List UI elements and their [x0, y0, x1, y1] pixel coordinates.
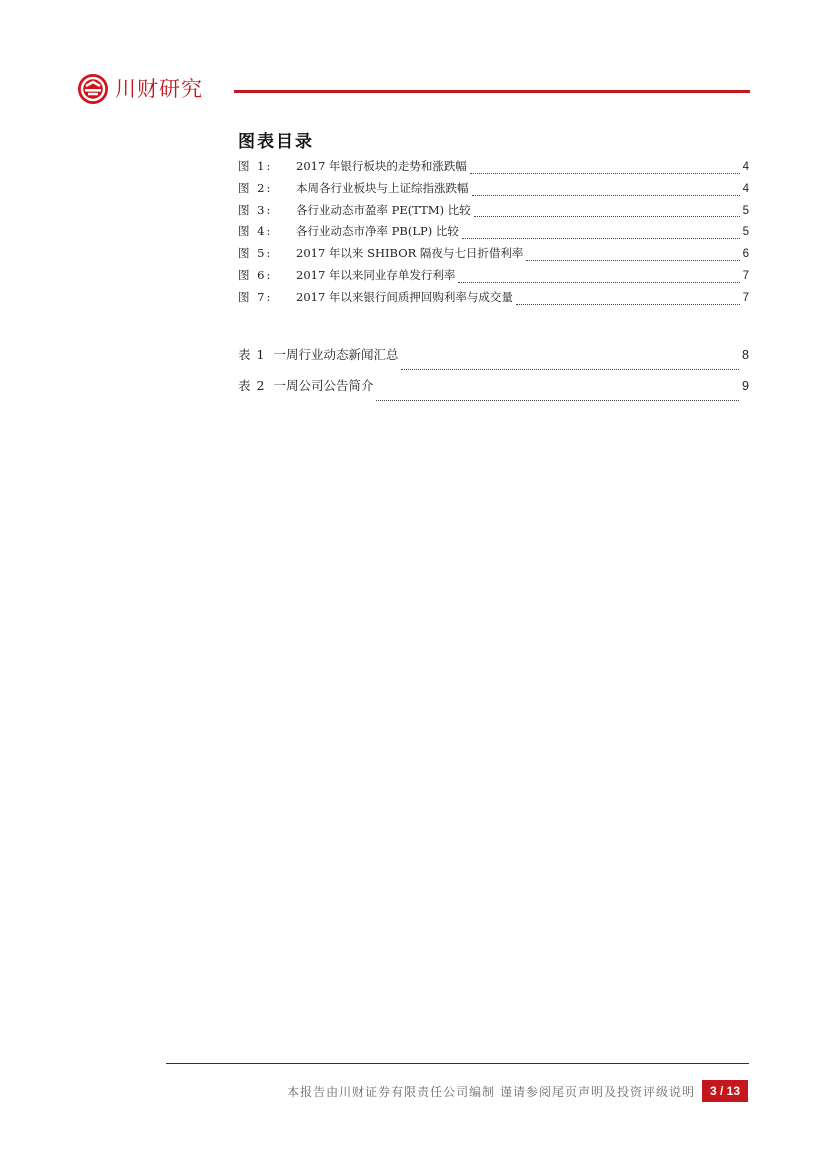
- figure-title: 本周各行业板块与上证综指涨跌幅: [296, 180, 469, 195]
- figure-label: 图 1:: [238, 159, 273, 173]
- table-title: 一周公司公告简介: [273, 378, 374, 393]
- logo-icon: [78, 74, 108, 104]
- figure-title: 2017 年以来同业存单发行利率: [296, 267, 456, 282]
- table-list: [238, 345, 749, 407]
- toc-entry-table[interactable]: [238, 376, 749, 407]
- toc-entry-figure[interactable]: [238, 202, 749, 224]
- toc-entry-figure[interactable]: [238, 245, 749, 267]
- toc-entry-figure[interactable]: [238, 223, 749, 245]
- table-label: 表 1: [238, 347, 266, 362]
- dot-leader: [526, 259, 739, 261]
- toc-title: 图表目录: [238, 132, 314, 152]
- figure-label: 图 3:: [238, 202, 273, 217]
- brand-logo: [78, 74, 203, 104]
- dot-leader: [472, 194, 740, 196]
- dot-leader: [516, 303, 740, 305]
- figure-label: 图 7:: [238, 289, 273, 304]
- page-number: 9: [742, 379, 749, 393]
- table-label: 表 2: [238, 378, 266, 393]
- table-title: 一周行业动态新闻汇总: [273, 347, 399, 362]
- figure-label: 图 6:: [238, 267, 273, 282]
- toc-entry-figure[interactable]: [238, 158, 749, 180]
- figure-label: 图 5:: [238, 246, 273, 261]
- logo-text: 川财研究: [115, 77, 203, 101]
- page-number: 7: [742, 291, 749, 304]
- page-number: 4: [742, 161, 749, 173]
- figure-title: 各行业动态市盈率 PE(TTM) 比较: [296, 202, 471, 217]
- dot-leader: [470, 172, 740, 174]
- dot-leader: [401, 368, 739, 370]
- figure-title: 2017 年银行板块的走势和涨跌幅: [296, 159, 467, 173]
- toc-entry-table[interactable]: [238, 345, 749, 376]
- toc-entry-figure[interactable]: [238, 180, 749, 202]
- figure-label: 图 2:: [238, 180, 273, 195]
- page-number: 4: [742, 182, 749, 195]
- figure-list: [238, 158, 749, 311]
- dot-leader: [376, 399, 739, 401]
- figure-title: 2017 年以来银行间质押回购利率与成交量: [296, 289, 513, 304]
- figure-title: 各行业动态市净率 PB(LP) 比较: [296, 224, 459, 239]
- page-number: 6: [742, 248, 749, 261]
- dot-leader: [462, 237, 740, 239]
- toc-entry-figure[interactable]: [238, 267, 749, 289]
- footer-divider: [166, 1063, 749, 1064]
- figure-label: 图 4:: [238, 224, 273, 239]
- page-number: 5: [742, 204, 749, 217]
- dot-leader: [474, 215, 740, 217]
- page-number: 5: [742, 226, 749, 239]
- page-indicator: 3 / 13: [702, 1080, 748, 1102]
- figure-title: 2017 年以来 SHIBOR 隔夜与七日折借利率: [296, 246, 524, 261]
- dot-leader: [458, 281, 739, 283]
- page-number: 8: [742, 348, 749, 362]
- page-number: 7: [742, 269, 749, 282]
- toc-entry-figure[interactable]: [238, 289, 749, 311]
- footer-disclaimer: 本报告由川财证券有限责任公司编制 谨请参阅尾页声明及投资评级说明: [287, 1085, 695, 1099]
- header-divider: [234, 90, 750, 93]
